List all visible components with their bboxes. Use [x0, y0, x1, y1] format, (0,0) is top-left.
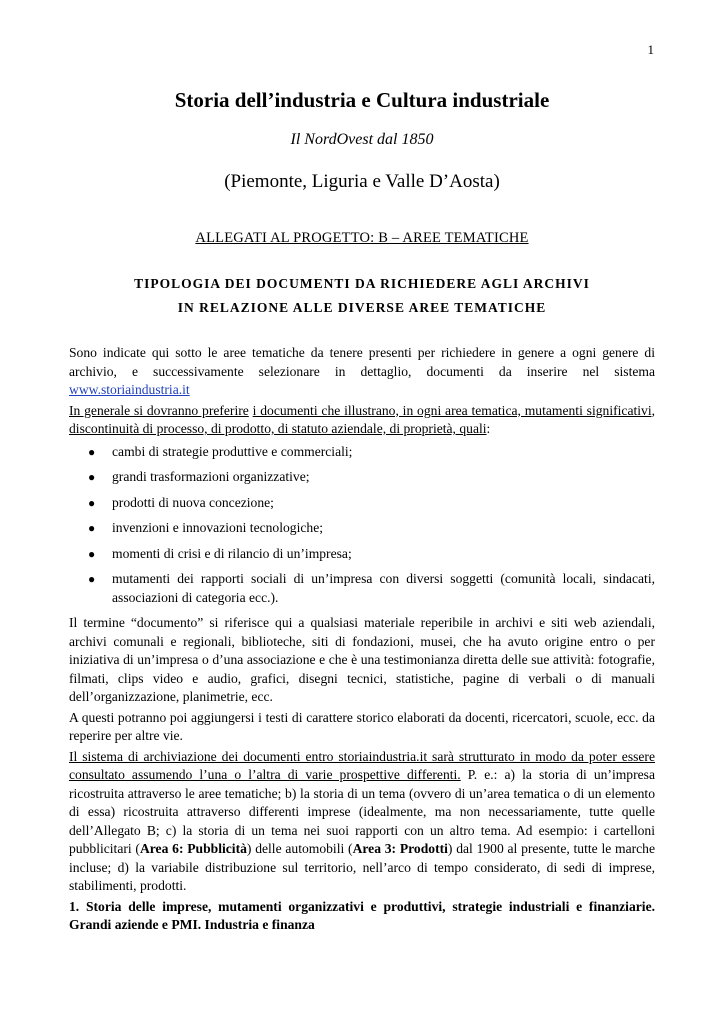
- list-item: [69, 519, 655, 538]
- bullet-icon: ●: [88, 444, 96, 459]
- change-list: [69, 443, 655, 608]
- sistema-text-2: ) delle automobili (: [246, 841, 353, 856]
- area-prodotti: Area 3: Prodotti: [352, 841, 448, 856]
- area-pubblicita: Area 6: Pubblicità: [139, 841, 247, 856]
- bullet-icon: ●: [88, 521, 96, 535]
- bullet-icon: ●: [88, 572, 96, 586]
- sistema-paragraph: [69, 748, 655, 896]
- section-heading-line-1: TIPOLOGIA DEI DOCUMENTI DA RICHIEDERE AGLI ARCHIVI: [134, 276, 590, 291]
- intro-paragraph: [69, 344, 655, 400]
- list-item-text: cambi di strategie produttive e commerciali;: [112, 443, 353, 459]
- sistema-text-1: P. e.: a) la storia di un’impresa ricostruita attraverso le aree tematiche; b) la storia di un tema (ovvero di un’area tematica o di un elemento di essa) ricostruita attraverso differenti imprese (idealmente, ma non necessariamente, tutte quelle dell’Allegato B; c) la storia di un tema nei suoi rapporti con un altro tema. Ad esempio: i cartelloni pubblicitari (: [69, 767, 655, 856]
- sistema-underlined: Il sistema di archiviazione dei documenti entro storiaindustria.it sarà strutturato in modo da poter essere consultato assumendo l’una o l’altra di varie prospettive differenti.: [69, 748, 655, 782]
- list-item-text: prodotti di nuova concezione;: [112, 494, 274, 510]
- bullet-icon: ●: [88, 470, 96, 484]
- documento-paragraph: Il termine “documento” si riferisce qui a qualsiasi materiale reperibile in archivi e siti web aziendali, archivi comunali e regionali, biblioteche, siti di fondazioni, musei, che ha avuto origine entro o per iniziativa di un’impresa o d’una associazione e che è una testimonianza diretta delle sue attività: fotografie, filmati, clips video e audio, grafici, disegni tecnici, statistiche, pagine di verbali o di manuali dell’organizzazione, planimetrie, ecc.: [69, 615, 655, 704]
- prefer-paragraph: [69, 402, 655, 439]
- testi-paragraph: A questi potranno poi aggiungersi i testi di carattere storico elaborati da docenti, ricercatori, scuole, ecc. da reperire per altre vie.: [69, 709, 655, 743]
- page-number: 1: [647, 42, 654, 57]
- prefer-text-2: i documenti che illustrano, in ogni area tematica, mutamenti significativi, discontinuità di processo, di prodotto, di statuto aziendale, di proprietà, quali: [69, 402, 656, 436]
- intro-text: Sono indicate qui sotto le aree tematiche da tenere presenti per richiedere in genere a ogni genere di archivio, e successivamente selezionare in dettaglio, documenti da inserire nel sistema: [69, 345, 655, 379]
- document-title: Storia dell’industria e Cultura industriale: [174, 88, 550, 112]
- list-item-text: grandi trasformazioni organizzative;: [112, 469, 310, 484]
- bullet-icon: ●: [88, 546, 96, 561]
- list-item: [69, 545, 655, 564]
- list-item-text: momenti di crisi e di rilancio di un’impresa;: [112, 545, 352, 561]
- document-subtitle: Il NordOvest dal 1850: [290, 131, 434, 148]
- annex-heading: ALLEGATI AL PROGETTO: B – AREE TEMATICHE: [195, 230, 529, 246]
- section-heading-line-2: IN RELAZIONE ALLE DIVERSE AREE TEMATICHE: [177, 300, 547, 315]
- document-body: [69, 344, 655, 937]
- prefer-colon: :: [486, 421, 491, 436]
- list-item: [69, 443, 655, 462]
- sistema-text-3: ) dal 1900 al presente, tutte le marche incluse; d) la variabile distribuzione sul territorio, nell’arco di tempo considerato, di sedi di imprese, stabilimenti, prodotti.: [69, 841, 656, 893]
- list-item: [69, 494, 655, 513]
- list-item: [69, 468, 655, 487]
- prefer-text-1: In generale si dovranno preferire: [69, 402, 249, 418]
- list-item-text: invenzioni e innovazioni tecnologiche;: [112, 520, 324, 535]
- list-item: [69, 570, 655, 607]
- section-1-title: 1. Storia delle imprese, mutamenti organizzativi e produttivi, strategie industriali e finanziarie. Grandi aziende e PMI. Industria e finanza: [69, 898, 655, 932]
- list-item-text: mutamenti dei rapporti sociali di un’impresa con diversi soggetti (comunità locali, sindacati, associazioni di categoria ecc.).: [112, 571, 655, 605]
- document-regions: (Piemonte, Liguria e Valle D’Aosta): [224, 171, 500, 192]
- storiaindustria-link[interactable]: www.storiaindustria.it: [69, 382, 190, 397]
- bullet-icon: ●: [88, 495, 96, 510]
